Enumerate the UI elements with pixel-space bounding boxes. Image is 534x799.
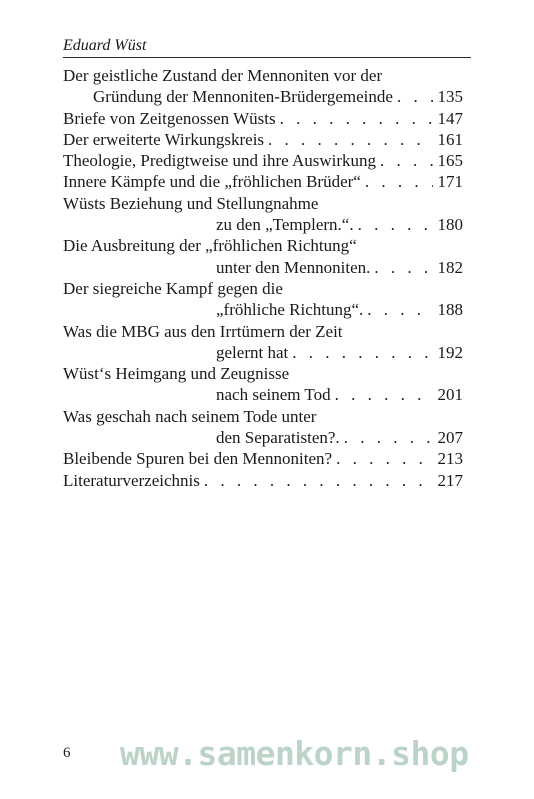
toc-page-number: 165: [437, 151, 463, 171]
dot-leader: [336, 448, 433, 469]
toc-entry-line: [63, 214, 463, 235]
toc-page-number: 188: [437, 300, 463, 320]
toc-entry-line: [63, 278, 463, 299]
toc-entry-title-continued: nach seinem Tod: [216, 385, 331, 405]
toc-entry-title: Was geschah nach seinem Tode unter: [63, 406, 317, 426]
toc-entry-line: [63, 363, 463, 384]
toc-entry-title-continued: Gründung der Mennoniten-Brüdergemeinde: [93, 87, 393, 107]
dot-leader: [292, 342, 433, 363]
toc-entry-line: [63, 384, 463, 405]
header-author-title: Eduard Wüst: [63, 37, 147, 54]
toc-entry-line: [63, 470, 463, 491]
dot-leader: [367, 299, 433, 320]
toc-entry-line: [63, 299, 463, 320]
toc-entry-line: [63, 108, 463, 129]
toc-entry-title: Der siegreiche Kampf gegen die: [63, 278, 283, 298]
toc-entry-line: [63, 448, 463, 469]
dot-leader: [344, 427, 433, 448]
toc-entry-title: Die Ausbreitung der „fröhlichen Richtung“: [63, 236, 357, 256]
dot-leader: [280, 108, 433, 129]
toc-page-number: 180: [437, 215, 463, 235]
toc-entry-title: Literaturverzeichnis: [63, 470, 200, 490]
table-of-contents: [63, 65, 463, 491]
toc-entry-line: [63, 321, 463, 342]
toc-entry-line: [63, 193, 463, 214]
toc-page-number: 135: [437, 87, 463, 107]
toc-entry-title: Was die MBG aus den Irrtümern der Zeit: [63, 321, 343, 341]
toc-entry-title: Wüsts Beziehung und Stellungnahme: [63, 193, 319, 213]
dot-leader: [335, 384, 433, 405]
toc-entry-title: Theologie, Predigtweise und ihre Auswirkung: [63, 151, 377, 171]
toc-entry-title-continued: gelernt hat: [216, 342, 289, 362]
toc-page-number: 207: [437, 428, 463, 448]
dot-leader: [365, 171, 433, 192]
toc-entry-title-continued: zu den „Templern.“.: [216, 215, 354, 235]
toc-entry-line: [63, 235, 463, 256]
dot-leader: [268, 129, 433, 150]
toc-entry-line: [63, 150, 463, 171]
toc-page-number: 161: [437, 129, 463, 149]
page-number: 6: [63, 745, 71, 761]
toc-entry-line: [63, 65, 463, 86]
toc-entry-title: Der geistliche Zustand der Mennoniten vor der: [63, 66, 383, 85]
toc-entry-line: [63, 427, 463, 448]
toc-entry-title-continued: den Separatisten?.: [216, 428, 340, 448]
dot-leader: [397, 86, 433, 107]
toc-page-number: 213: [437, 449, 463, 469]
dot-leader: [374, 257, 433, 278]
toc-entry-line: [63, 406, 463, 427]
dot-leader: [380, 150, 433, 171]
toc-entry-title: Bleibende Spuren bei den Mennoniten?: [63, 449, 333, 469]
toc-entry-line: [63, 342, 463, 363]
toc-page-number: 192: [437, 342, 463, 362]
toc-entry-line: [63, 257, 463, 278]
toc-page-number: 147: [437, 108, 463, 128]
toc-page-number: 201: [437, 385, 463, 405]
toc-page-number: 217: [437, 470, 463, 490]
toc-entry-title: Briefe von Zeitgenossen Wüsts: [63, 108, 276, 128]
toc-entry-title: Innere Kämpfe und die „fröhlichen Brüder“: [63, 172, 361, 192]
toc-entry-title: Der erweiterte Wirkungskreis: [63, 129, 265, 149]
watermark: www.samenkorn.shop: [120, 734, 469, 773]
toc-page-number: 182: [437, 257, 463, 277]
toc-entry-line: [63, 86, 463, 107]
running-header: [63, 36, 471, 58]
dot-leader: [204, 470, 433, 491]
toc-entry-title: Wüst‘s Heimgang und Zeugnisse: [63, 364, 290, 384]
toc-entry-title-continued: „fröhliche Richtung“.: [216, 300, 364, 320]
toc-entry-line: [63, 129, 463, 150]
dot-leader: [358, 214, 433, 235]
toc-entry-title-continued: unter den Mennoniten.: [216, 257, 371, 277]
toc-page-number: 171: [437, 172, 463, 192]
toc-entry-line: [63, 171, 463, 192]
